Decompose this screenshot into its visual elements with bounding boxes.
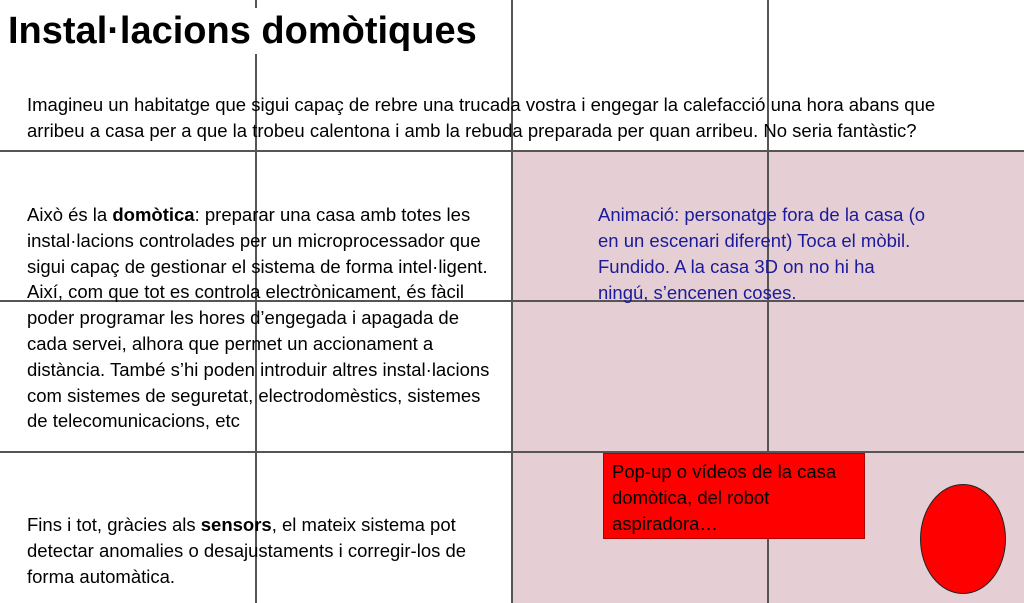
sensors-paragraph	[27, 512, 499, 589]
domotica-paragraph	[27, 202, 499, 434]
domotica-text-before: Això és la	[27, 204, 113, 225]
popup-note-box[interactable]: Pop-up o vídeos de la casa domòtica, del robot aspiradora…	[603, 453, 865, 539]
sensors-text-after: , el mateix sistema pot detectar anomalies o desajustaments i corregir-los de forma automàtica.	[27, 514, 467, 587]
intro-paragraph: Imagineu un habitatge que sigui capaç de rebre una trucada vostra i engegar la calefacció una hora abans que arribeu a casa per a que la trobeu calentona i amb la rebuda preparada per quan arribeu. No seria fantàstic?	[27, 94, 936, 141]
domotica-text-after: : preparar una casa amb totes les instal·lacions controlades per un microprocessador que sigui capaç de gestionar el sistema de forma intel·ligent. Així, com que tot es controla electrònicament, és fàcil poder programar les hores d’engegada i apagada de cada servei, alhora que permet un accionament a distància. També s’hi poden introduir altres instal·lacions com sistemes de seguretat, electrodomèstics, sistemes de telecomunicacions, etc	[27, 204, 490, 432]
grid-line-horizontal	[0, 451, 1024, 453]
domotica-term: domòtica	[112, 204, 195, 225]
sensors-text-before: Fins i tot, gràcies als	[27, 514, 201, 535]
red-circle-marker[interactable]	[920, 484, 1006, 594]
sensors-term: sensors	[200, 514, 272, 535]
animation-note: Animació: personatge fora de la casa (o en un escenari diferent) Toca el mòbil. Fundido. A la casa 3D on no hi ha ningú, s’encenen coses.	[598, 204, 926, 303]
grid-line-horizontal	[0, 150, 1024, 152]
slide-title: Instal·lacions domòtiques	[8, 10, 477, 52]
